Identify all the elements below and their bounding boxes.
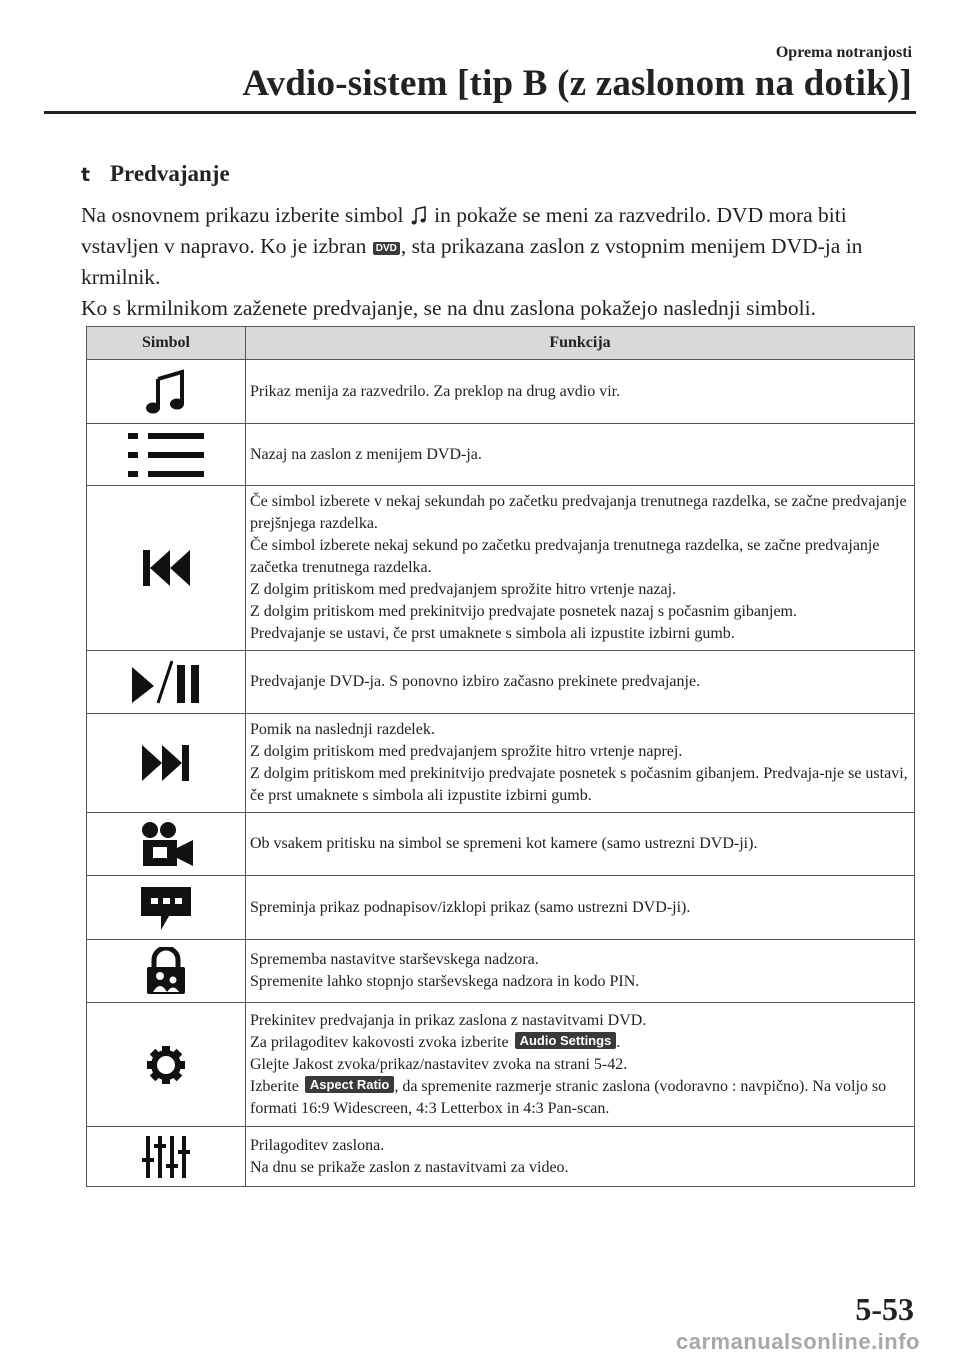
function-line: Prilagoditev zaslona. <box>250 1136 385 1154</box>
function-cell <box>246 714 915 813</box>
aspect-ratio-button: Aspect Ratio <box>305 1076 394 1093</box>
table-row <box>87 876 915 940</box>
function-line: Na dnu se prikaže zaslon z nastavitvami za video. <box>250 1158 569 1176</box>
camera-angle-icon <box>137 820 195 868</box>
symbol-table <box>86 326 915 1187</box>
function-cell <box>246 876 915 940</box>
symbol-cell <box>87 486 246 651</box>
function-cell <box>246 940 915 1003</box>
function-line: Z dolgim pritiskom med predvajanjem sprožite hitro vrtenje naprej. <box>250 743 683 760</box>
table-row <box>87 813 915 876</box>
menu-list-icon <box>126 431 206 479</box>
function-line: Nazaj na zaslon z menijem DVD-ja. <box>250 445 482 463</box>
function-line: Z dolgim pritiskom med prekinitvijo predvajate posnetek nazaj s počasnim gibanjem. <box>250 603 797 620</box>
header-rule <box>44 111 916 114</box>
symbol-cell <box>87 651 246 714</box>
skip-previous-icon <box>141 548 191 588</box>
play-pause-icon <box>130 659 202 705</box>
function-text-part: Izberite <box>250 1077 303 1095</box>
gear-icon <box>145 1044 187 1086</box>
skip-next-icon <box>141 743 191 783</box>
column-header-function: Funkcija <box>246 327 915 360</box>
table-row <box>87 651 915 714</box>
inline-music-note-icon <box>409 205 429 229</box>
function-cell <box>246 1127 915 1187</box>
intro-text <box>81 200 921 324</box>
section-marker: t <box>81 164 91 186</box>
function-line <box>250 1076 908 1120</box>
intro-paragraph-2: Ko s krmilnikom zaženete predvajanje, se na dnu zaslona pokažejo naslednji simboli. <box>81 296 816 320</box>
table-row <box>87 1003 915 1127</box>
watermark: carmanualsonline.info <box>676 1329 920 1354</box>
function-line: Z dolgim pritiskom med prekinitvijo predvajate posnetek s počasnim gibanjem. Predvaja-nje se ustavi, če prst umaknete s simbola ali izpustite izbirni gumb. <box>250 765 908 804</box>
symbol-cell <box>87 360 246 424</box>
column-header-symbol: Simbol <box>87 327 246 360</box>
function-line: Spremenite lahko stopnjo starševskega nadzora in kodo PIN. <box>250 973 640 990</box>
table-header-row <box>87 327 915 360</box>
function-line <box>250 1032 908 1054</box>
function-text-part: , da spremenite razmerje stranic zaslona (vodoravno : navpično). Na voljo so formati 16:9 Widescreen, 4:3 Letterbox in 4:3 Pan-scan. <box>250 1077 887 1117</box>
function-text-part: Za prilagoditev kakovosti zvoka izberite <box>250 1033 513 1051</box>
intro-text-part: , sta prikazana zaslon z vstopnim menijem DVD-ja in krmilnik. <box>81 234 863 289</box>
function-cell <box>246 813 915 876</box>
intro-text-part: Na osnovnem prikazu izberite simbol <box>81 203 409 227</box>
table-row <box>87 940 915 1003</box>
intro-paragraph-1 <box>81 200 921 293</box>
function-line: Predvajanje DVD-ja. S ponovno izbiro začasno prekinete predvajanje. <box>250 673 701 690</box>
function-line: Sprememba nastavitve starševskega nadzora. <box>250 951 539 968</box>
function-line: Spreminja prikaz podnapisov/izklopi prikaz (samo ustrezni DVD-ji). <box>250 898 691 916</box>
symbol-cell <box>87 1127 246 1187</box>
audio-settings-button: Audio Settings <box>515 1032 617 1049</box>
function-line: Prekinitev predvajanja in prikaz zaslona z nastavitvami DVD. <box>250 1011 647 1029</box>
table-row <box>87 714 915 813</box>
table-row <box>87 1127 915 1187</box>
symbol-cell <box>87 876 246 940</box>
function-cell <box>246 486 915 651</box>
section-title: Predvajanje <box>110 161 230 186</box>
function-text-part: . <box>616 1033 621 1051</box>
dvd-button-inline: DVD <box>373 242 400 255</box>
function-line: Predvajanje se ustavi, če prst umaknete s simbola ali izpustite izbirni gumb. <box>250 625 735 642</box>
function-line: Če simbol izberete v nekaj sekundah po začetku predvajanja trenutnega razdelka, se začne predvajanje prejšnjega razdelka. <box>250 493 907 532</box>
music-note-icon <box>143 369 189 415</box>
function-cell <box>246 360 915 424</box>
running-header-section: Oprema notranjosti <box>775 44 912 61</box>
intro-text-part: in pokaže se meni za razvedrilo. DVD mora biti vstavljen v napravo. Ko je izbran <box>81 203 847 258</box>
page-number: 5-53 <box>855 1291 914 1327</box>
table-row <box>87 360 915 424</box>
subtitle-icon <box>139 884 193 932</box>
function-line: Z dolgim pritiskom med predvajanjem sprožite hitro vrtenje nazaj. <box>250 581 677 598</box>
function-cell <box>246 424 915 486</box>
function-line: Prikaz menija za razvedrilo. Za preklop na drug avdio vir. <box>250 382 621 400</box>
table-row <box>87 486 915 651</box>
symbol-cell <box>87 1003 246 1127</box>
function-line: Če simbol izberete nekaj sekund po začetku predvajanja trenutnega razdelka, se začne predvajanje začetka trenutnega razdelka. <box>250 537 880 576</box>
function-line: Pomik na naslednji razdelek. <box>250 721 435 738</box>
symbol-cell <box>87 940 246 1003</box>
function-cell <box>246 1003 915 1127</box>
parental-lock-icon <box>144 947 188 995</box>
symbol-cell <box>87 424 246 486</box>
symbol-cell <box>87 714 246 813</box>
running-header-title: Avdio-sistem [tip B (z zaslonom na dotik)] <box>242 63 912 104</box>
table-row <box>87 424 915 486</box>
symbol-cell <box>87 813 246 876</box>
equalizer-sliders-icon <box>142 1134 190 1180</box>
function-cell <box>246 651 915 714</box>
function-line: Ob vsakem pritisku na simbol se spremeni kot kamere (samo ustrezni DVD-ji). <box>250 835 758 852</box>
function-line: Glejte Jakost zvoka/prikaz/nastavitev zvoka na strani 5-42. <box>250 1055 628 1073</box>
